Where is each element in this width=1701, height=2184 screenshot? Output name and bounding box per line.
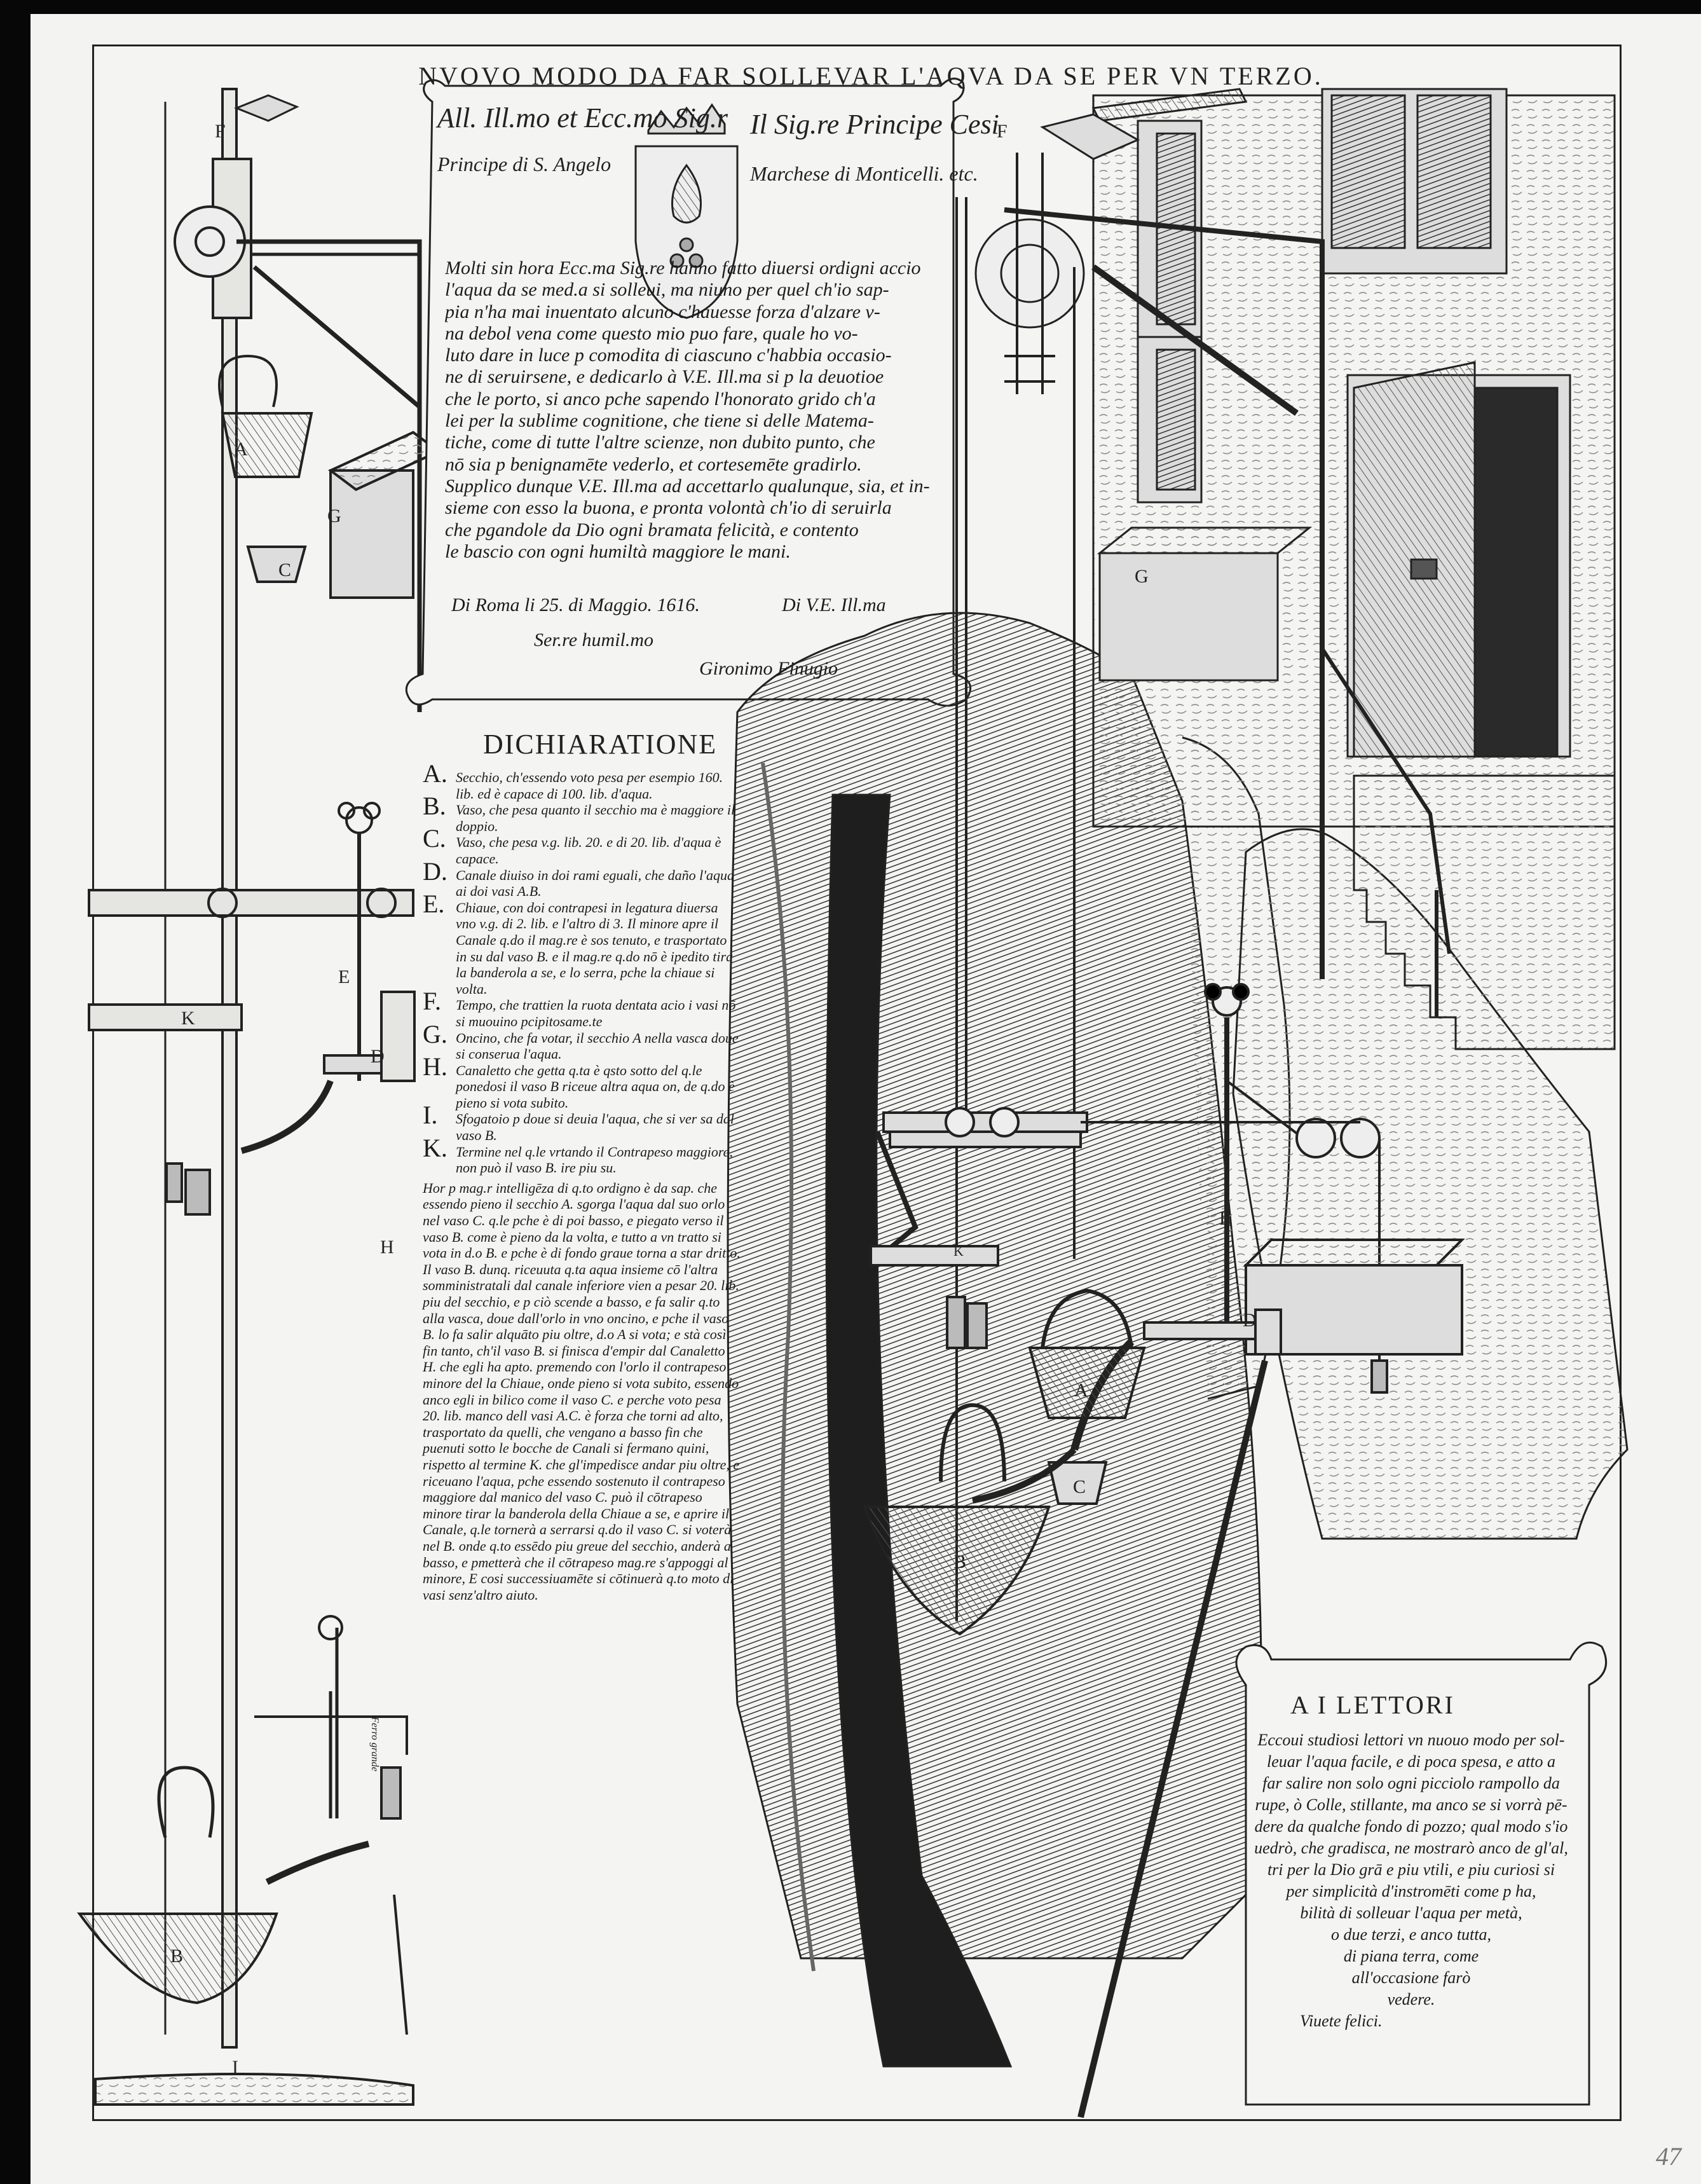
- label-d-left: D: [371, 1046, 385, 1067]
- entry-key: H.: [423, 1052, 447, 1081]
- entry-text: Oncino, che fa votar, il secchio A nella vasca doue si conserua l'aqua.: [456, 1029, 739, 1062]
- dedication-right-line2: Marchese di Monticelli. etc.: [750, 162, 978, 185]
- dedication-left-line1: All. Ill.mo et Ecc.mo Sig.r: [437, 102, 728, 134]
- entry-key: I.: [423, 1101, 438, 1130]
- entry-key: E.: [423, 889, 445, 918]
- label-e-right: E: [1219, 1208, 1231, 1229]
- label-g-left: G: [327, 505, 341, 526]
- entry-key: C.: [423, 824, 446, 853]
- readers-text: [1211, 1729, 1611, 2032]
- label-f-left: F: [215, 121, 226, 142]
- declaration-entry: [423, 987, 741, 1029]
- entry-key: A.: [423, 759, 447, 788]
- dedication-line: luto dare in luce p comodita di ciascuno c'habbia occasio-: [445, 345, 892, 366]
- label-a-left: A: [234, 439, 248, 460]
- label-ferro-grande: Ferro grande: [369, 1717, 380, 1772]
- declaration-entry: [423, 889, 741, 998]
- label-h-left: H: [380, 1237, 394, 1258]
- dedication-line: Supplico dunque V.E. Ill.ma ad accettarlo qualunque, sia, et in-: [445, 475, 930, 497]
- declaration-entry: [423, 1101, 741, 1144]
- readers-line: o due terzi, e anco tutta,: [1330, 1925, 1491, 1944]
- readers-line: dere da qualche fondo di pozzo; qual modo s'io: [1254, 1817, 1568, 1836]
- label-c-center: C: [1073, 1476, 1086, 1497]
- entry-text: Tempo, che trattien la ruota dentata acio i vasi nō si muouino pcipitosame.te: [456, 997, 736, 1029]
- dedication-servant: Ser.re humil.mo: [534, 629, 654, 650]
- entry-text: Canale diuiso in doi rami eguali, che daño l'aqua ai doi vasi A.B.: [456, 867, 734, 900]
- label-b-center: B: [953, 1551, 967, 1572]
- declaration-entry: [423, 1133, 741, 1176]
- entry-key: F.: [423, 987, 442, 1016]
- dedication-line: sieme con esso la buona, e pronta volontà ch'io di seruirla: [445, 497, 892, 519]
- label-b-left: B: [170, 1946, 184, 1967]
- dedication-line: lei per la sublime cognitione, che tiene si delle Matema-: [445, 410, 874, 432]
- label-i-left: I: [232, 2057, 238, 2078]
- dedication-line: ne di seruirsene, e dedicarlo à V.E. Ill.ma si p la deuotioe: [445, 366, 884, 388]
- dedication-line: tiche, come di tutte l'altre scienze, non dubito punto, che: [445, 432, 875, 453]
- entry-text: Sfogatoio p doue si deuia l'aqua, che si ver sa dal vaso B.: [456, 1111, 734, 1144]
- dedication-signature: Gironimo Finugio: [699, 658, 838, 679]
- page-number: 47: [1656, 2142, 1681, 2171]
- dedication-left-line2: Principe di S. Angelo: [437, 153, 611, 175]
- dedication-line: nō sia p benignamēte vederlo, et cortesemēte gradirlo.: [445, 453, 862, 475]
- readers-line: rupe, ò Colle, stillante, ma anco se si vorrà pē-: [1255, 1796, 1568, 1814]
- readers-line: uedrò, che gradisca, ne mostrarò anco de gl'al,: [1254, 1839, 1568, 1857]
- entry-text: Vaso, che pesa quanto il secchio ma è maggiore il doppio.: [456, 802, 735, 834]
- declaration-entry: [423, 759, 741, 802]
- declaration-entry: [423, 792, 741, 834]
- declaration-entry: [423, 1019, 741, 1062]
- entry-key: K.: [423, 1133, 447, 1162]
- plate-title: NVOVO MODO DA FAR SOLLEVAR L'AQVA DA SE PER VN TERZO.: [418, 62, 1323, 90]
- entry-key: G.: [423, 1019, 447, 1048]
- label-f-center: F: [997, 121, 1008, 142]
- entry-text: Canaletto che getta q.ta è qsto sotto del q.le ponedosi il vaso B riceue altra aqua on, de q.do è pieno si vota subito.: [456, 1062, 735, 1111]
- label-k-center: K: [953, 1243, 964, 1259]
- dedication-di-ve: Di V.E. Ill.ma: [782, 594, 886, 615]
- label-d-right: D: [1243, 1310, 1257, 1331]
- declaration-entry: [423, 1052, 741, 1111]
- declaration-entry: [423, 856, 741, 900]
- label-c-left: C: [278, 560, 292, 580]
- label-e-left: E: [338, 966, 350, 987]
- entry-text: Chiaue, con doi contrapesi in legatura diuersa vno v.g. di 2. lib. e l'altro di 3. Il minore apre il Canale q.do il mag.re è sos tenuto, e trasportato in su dal vaso B. e il mag.re q.do nō è ipedito tira la banderola a se, e lo serra, pche la chiaue si volta.: [456, 899, 734, 997]
- readers-line: vedere.: [1387, 1990, 1435, 2009]
- dedication-date: Di Roma li 25. di Maggio. 1616.: [451, 594, 700, 615]
- readers-line: Eccoui studiosi lettori vn nuouo modo per sol-: [1257, 1731, 1565, 1749]
- declaration-list: [423, 759, 741, 1603]
- dedication-line: Molti sin hora Ecc.ma Sig.re hanno fatto diuersi ordigni accio: [445, 258, 921, 278]
- dedication-line: le bascio con ogni humiltà maggiore le mani.: [445, 540, 791, 562]
- entry-key: B.: [423, 792, 446, 821]
- readers-line: far salire non solo ogni picciolo rampollo da: [1262, 1774, 1560, 1792]
- declaration-entry: [423, 824, 741, 867]
- dedication-line: che pgandole da Dio ogni bramata felicità, e contento: [445, 519, 859, 540]
- declaration-title: DICHIARATIONE: [483, 729, 718, 760]
- left-mechanism: [79, 89, 442, 2105]
- readers-line: per simplicità d'instromēti come p ha,: [1286, 1882, 1536, 1900]
- readers-line: tri per la Dio grā e piu vtili, e piu curiosi si: [1267, 1860, 1555, 1879]
- dedication-line: pia n'ha mai inuentato alcuno c'hauesse forza d'alzare v-: [445, 301, 880, 322]
- readers-line: di piana terra, come: [1343, 1947, 1479, 1965]
- label-a-center: A: [1074, 1380, 1088, 1401]
- dedication-body: [445, 258, 941, 563]
- declaration-paragraph: Hor p mag.r intelligēza di q.to ordigno è da sap. che essendo pieno il secchio A. sgorga l'aqua dal suo orlo nel vaso C. q.le pche è di poi basso, e piegato verso il vaso B. come è pieno da la volta, e tutto a vn tratto si vota in d.o B. e pche è di fondo graue torna a star dritto. Il vaso B. dunq. riceuuta q.ta aqua insieme cō l'altra somministratali dal canale inferiore vien a pesar 20. lib. piu del secchio, e p ciò scende a basso, e fa salir q.to alla vasca, doue dall'orlo in vno oncino, e pche il vaso B. lo fa salir alquāto piu oltre, d.o A si vota; e stà così fin tanto, ch'il vaso B. si finisca d'empir dal Canaletto H. che egli ha apto. premendo con l'orlo il contrapeso minore del la Chiaue, onde pieno si vota subito, essendo anco egli in bilico come il vaso C. e perche voto pesa 20. lib. manco dell vasi A.C. è forza che torni ad alto, trasportato da quelli, che vengano a basso fin che puenuti sotto le bocche de Canali si fermano quini, rispetto al termine K. che gl'impedisce andar piu oltre, e riceuano l'aqua, pche essendo sostenuto il contrapeso maggiore dal manico del vaso C. può il cōtrapeso minore tirar la banderola della Chiaue a se, e aprire il Canale, q.le tornerà a serrarsi q.do il vaso C. si voterà nel B. onde q.to essēdo piu greue del secchio, anderà a basso, e pmetterà che il cōtrapeso mag.re s'appoggi al minore, E cosi successiuamēte si cōtinuerà q.to moto di vasi senz'altro aiuto.: [423, 1179, 741, 1603]
- label-g-right: G: [1135, 566, 1149, 587]
- entry-text: Secchio, ch'essendo voto pesa per esempio 160. lib. ed è capace di 100. lib. d'aqua.: [456, 769, 723, 802]
- readers-closing: Viuete felici.: [1300, 2012, 1383, 2030]
- readers-line: bilità di solleuar l'aqua per metà,: [1300, 1904, 1522, 1922]
- entry-text: Termine nel q.le vrtando il Contrapeso maggiore, non può il vaso B. ire piu su.: [456, 1143, 733, 1176]
- dedication-line: che le porto, si anco pche sapendo l'honorato grido ch'a: [445, 388, 876, 409]
- readers-line: leuar l'aqua facile, e di poca spesa, e atto a: [1267, 1752, 1555, 1771]
- entry-text: Vaso, che pesa v.g. lib. 20. e di 20. lib. d'aqua è capace.: [456, 834, 721, 867]
- readers-line: all'occasione farò: [1351, 1968, 1471, 1987]
- readers-title: A I LETTORI: [1290, 1691, 1455, 1719]
- dedication-line: na debol vena come questo mio puo fare, quale ho vo-: [445, 322, 858, 344]
- dedication-right-line1: Il Sig.re Principe Cesi: [750, 109, 999, 140]
- label-k-left: K: [181, 1008, 195, 1029]
- dedication-line: l'aqua da se med.a si solleui, ma niuno per quel ch'io sap-: [445, 279, 889, 301]
- entry-key: D.: [423, 856, 447, 886]
